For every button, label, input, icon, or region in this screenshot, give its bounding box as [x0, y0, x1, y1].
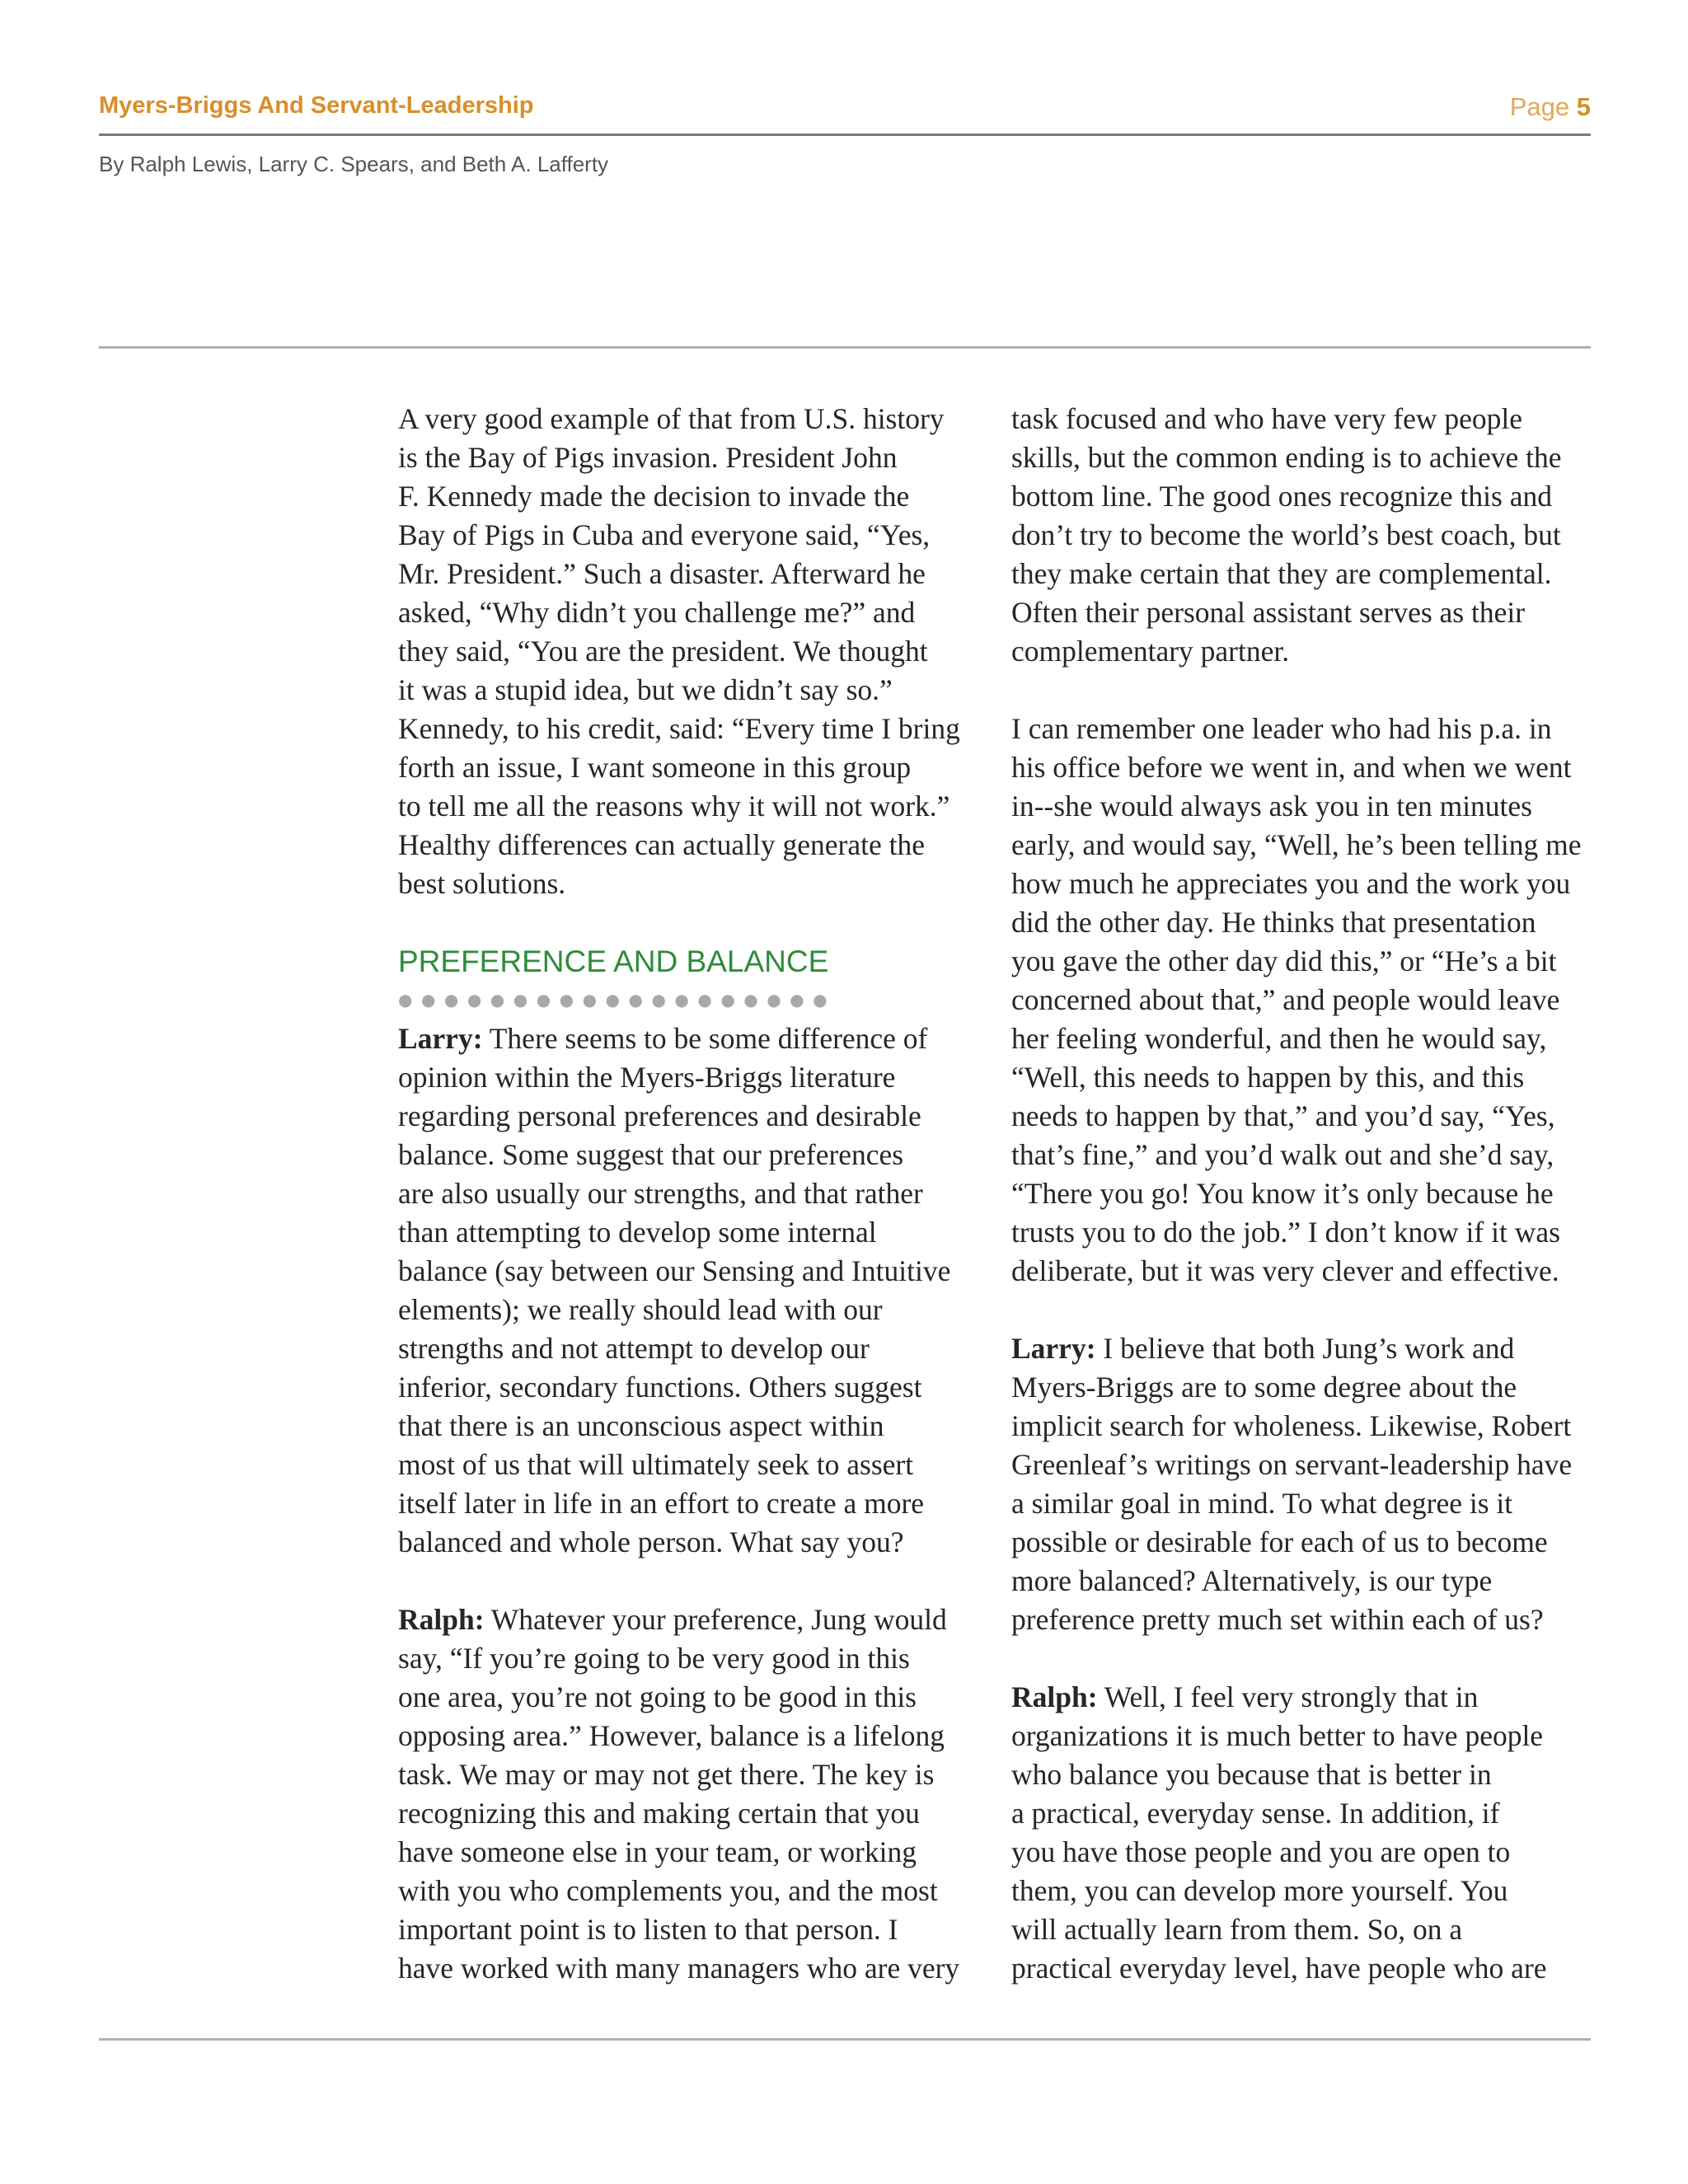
text-line: how much he appreciates you and the work you	[1011, 867, 1571, 900]
text-line: I can remember one leader who had his p.a. in	[1011, 712, 1552, 745]
text-line: is the Bay of Pigs invasion. President John	[398, 441, 898, 474]
text-line: they said, “You are the president. We thought	[398, 635, 928, 668]
text-line: possible or desirable for each of us to become	[1011, 1526, 1548, 1558]
text-line: it was a stupid idea, but we didn’t say so.”	[398, 673, 893, 706]
text-line: early, and would say, “Well, he’s been telling me	[1011, 828, 1582, 861]
text-line: who balance you because that is better in	[1011, 1758, 1492, 1791]
line-text: Well, I feel very strongly that in	[1097, 1680, 1479, 1713]
paragraph-task-focused	[1011, 400, 1595, 671]
header-rule	[99, 134, 1591, 136]
text-line: Greenleaf’s writings on servant-leadership have	[1011, 1448, 1573, 1481]
line-text: I believe that both Jung’s work and	[1095, 1332, 1515, 1365]
first-line	[398, 1601, 982, 1639]
first-line	[1011, 1329, 1595, 1368]
speaker-name: Larry:	[1011, 1332, 1096, 1365]
first-line	[1011, 1678, 1595, 1717]
text-line: inferior, secondary functions. Others suggest	[398, 1371, 922, 1404]
text-line: deliberate, but it was very clever and effective.	[1011, 1254, 1559, 1287]
text-line: than attempting to develop some internal	[398, 1216, 877, 1249]
line-text: Whatever your preference, Jung would	[484, 1603, 947, 1636]
page-number	[1510, 92, 1591, 122]
speaker-name: Ralph:	[1011, 1680, 1098, 1713]
text-line: did the other day. He thinks that presentation	[1011, 906, 1536, 939]
text-line: F. Kennedy made the decision to invade the	[398, 480, 910, 513]
text-line: recognizing this and making certain that you	[398, 1797, 920, 1830]
paragraph-ralph-answer	[398, 1601, 982, 1988]
page-label: Page	[1509, 92, 1570, 121]
text-line: important point is to listen to that person. I	[398, 1913, 898, 1946]
text-line: you gave the other day did this,” or “He’s a bit	[1011, 944, 1557, 977]
text-line: complementary partner.	[1011, 635, 1290, 668]
line-text: There seems to be some difference of	[482, 1022, 928, 1055]
speaker-name: Ralph:	[398, 1603, 485, 1636]
text-line: Myers-Briggs are to some degree about the	[1011, 1371, 1517, 1404]
text-line: “There you go! You know it’s only because he	[1011, 1177, 1554, 1210]
text-line: you have those people and you are open to	[1011, 1835, 1511, 1868]
line-group	[1011, 1368, 1595, 1639]
text-line: have worked with many managers who are very	[398, 1952, 960, 1985]
text-line: trusts you to do the job.” I don’t know if it was	[1011, 1216, 1560, 1249]
text-line: they make certain that they are complemental.	[1011, 557, 1552, 590]
byline: By Ralph Lewis, Larry C. Spears, and Beth A. Lafferty	[99, 152, 609, 176]
right-column	[1011, 400, 1595, 2027]
text-line: say, “If you’re going to be very good in this	[398, 1642, 910, 1675]
text-line: concerned about that,” and people would leave	[1011, 983, 1560, 1016]
text-line: balanced and whole person. What say you?	[398, 1526, 904, 1558]
text-line: in--she would always ask you in ten minutes	[1011, 790, 1532, 823]
text-line: that’s fine,” and you’d walk out and she’d say,	[1011, 1138, 1554, 1171]
paragraph-ralph-organizations	[1011, 1678, 1595, 1988]
text-line: her feeling wonderful, and then he would say,	[1011, 1022, 1547, 1055]
text-line: don’t try to become the world’s best coach, but	[1011, 518, 1561, 551]
paragraph-larry-wholeness	[1011, 1329, 1595, 1639]
text-line: will actually learn from them. So, on a	[1011, 1913, 1463, 1946]
text-line: more balanced? Alternatively, is our type	[1011, 1564, 1493, 1597]
text-line: strengths and not attempt to develop our	[398, 1332, 870, 1365]
paragraph-leader-anecdote	[1011, 710, 1595, 1291]
section-heading: PREFERENCE AND BALANCE	[398, 944, 829, 978]
text-line: Healthy differences can actually generate the	[398, 828, 925, 861]
heading-dots-divider: ●●●●●●●●●●●●●●●●●●●	[398, 990, 837, 1010]
text-line: skills, but the common ending is to achieve the	[1011, 441, 1562, 474]
first-line	[398, 1019, 982, 1058]
paragraph-bay-of-pigs	[398, 400, 982, 903]
text-line: “Well, this needs to happen by this, and this	[1011, 1061, 1525, 1094]
page-number-value: 5	[1576, 92, 1591, 121]
text-line: A very good example of that from U.S. history	[398, 402, 945, 435]
left-column	[398, 400, 982, 2027]
text-line: most of us that will ultimately seek to assert	[398, 1448, 914, 1481]
bottom-divider	[99, 2038, 1591, 2041]
text-line: asked, “Why didn’t you challenge me?” and	[398, 596, 916, 629]
text-line: itself later in life in an effort to create a more	[398, 1487, 925, 1520]
text-line: to tell me all the reasons why it will not work.”	[398, 790, 950, 823]
text-line: regarding personal preferences and desirable	[398, 1099, 921, 1132]
text-line: organizations it is much better to have people	[1011, 1719, 1544, 1752]
paragraph-larry-question	[398, 1019, 982, 1562]
text-line: Kennedy, to his credit, said: “Every time I bring	[398, 712, 960, 745]
text-line: forth an issue, I want someone in this group	[398, 751, 912, 784]
text-line: preference pretty much set within each of us?	[1011, 1603, 1544, 1636]
line-group	[398, 1058, 982, 1562]
text-line: needs to happen by that,” and you’d say, “Yes,	[1011, 1099, 1555, 1132]
text-line: have someone else in your team, or working	[398, 1835, 917, 1868]
text-line: that there is an unconscious aspect within	[398, 1409, 884, 1442]
text-line: are also usually our strengths, and that rather	[398, 1177, 923, 1210]
text-line: with you who complements you, and the most	[398, 1874, 938, 1907]
text-line: practical everyday level, have people who are	[1011, 1952, 1547, 1985]
text-line: task focused and who have very few people	[1011, 402, 1523, 435]
line-group	[398, 1639, 982, 1988]
text-line: Often their personal assistant serves as their	[1011, 596, 1526, 629]
text-line: task. We may or may not get there. The key is	[398, 1758, 935, 1791]
document-title: Myers-Briggs And Servant-Leadership	[99, 92, 534, 119]
text-line: them, you can develop more yourself. You	[1011, 1874, 1508, 1907]
text-line: opposing area.” However, balance is a lifelong	[398, 1719, 945, 1752]
text-line: Mr. President.” Such a disaster. Afterward he	[398, 557, 926, 590]
top-divider	[99, 346, 1591, 349]
line-group	[1011, 1717, 1595, 1988]
text-line: Bay of Pigs in Cuba and everyone said, “Yes,	[398, 518, 931, 551]
text-line: implicit search for wholeness. Likewise, Robert	[1011, 1409, 1572, 1442]
text-line: best solutions.	[398, 867, 566, 900]
speaker-name: Larry:	[398, 1022, 483, 1055]
text-line: bottom line. The good ones recognize this and	[1011, 480, 1552, 513]
text-line: balance. Some suggest that our preferences	[398, 1138, 904, 1171]
text-line: elements); we really should lead with our	[398, 1293, 883, 1326]
text-line: one area, you’re not going to be good in this	[398, 1680, 917, 1713]
text-line: balance (say between our Sensing and Intuitive	[398, 1254, 951, 1287]
text-line: his office before we went in, and when we went	[1011, 751, 1572, 784]
text-line: a similar goal in mind. To what degree is it	[1011, 1487, 1513, 1520]
text-line: opinion within the Myers-Briggs literature	[398, 1061, 896, 1094]
text-line: a practical, everyday sense. In addition, if	[1011, 1797, 1500, 1830]
